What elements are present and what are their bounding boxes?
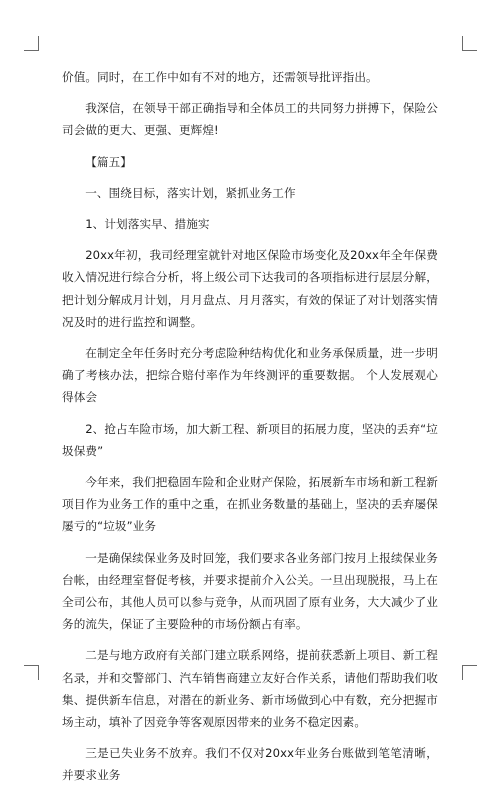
document-body	[62, 66, 438, 796]
paragraph: 今年来，我们把稳固车险和企业财产保险，拓展新车市场和新工程新项目作为业务工作的重中之重，在抓业务数量的基础上，坚决的丢弃屡保屡亏的“垃圾”业务	[62, 475, 438, 534]
crop-mark-top-left	[24, 36, 39, 51]
paragraph: 三是已失业务不放弃。我们不仅对20xx年业务台账做到笔笔清晰，并要求业务	[62, 746, 438, 783]
section-heading: 【篇五】	[85, 154, 132, 169]
crop-mark-top-right	[462, 36, 477, 51]
paragraph: 20xx年初，我司经理室就针对地区保险市场变化及20xx年全年保费收入情况进行综合分析，将上级公司下达我司的各项指标进行层层分解，把计划分解成月计划，月月盘点、月月落实，有效的保证了对计划落实情况及时的进行监控和调整。	[62, 248, 438, 329]
subheading: 一、围绕目标，落实计划，紧抓业务工作	[85, 185, 296, 200]
paragraph: 二是与地方政府有关部门建立联系网络，提前获悉新上项目、新工程名录，并和交警部门、汽车销售商建立友好合作关系，请他们帮助我们收集、提供新车信息，对潜在的新业务、新市场做到心中有数，充分把握市场主动，填补了因竞争等客观原因带来的业务不稳定因素。	[62, 648, 438, 730]
crop-mark-bottom-right	[462, 665, 477, 680]
crop-mark-bottom-left	[24, 665, 39, 680]
paragraph: 价值。同时，在工作中如有不对的地方，还需领导批评指出。	[62, 70, 378, 84]
subheading: 2、抢占车险市场，加大新工程、新项目的拓展力度，坚决的丢弃“垃圾保费”	[62, 421, 438, 458]
paragraph: 在制定全年任务时充分考虑险种结构优化和业务承保质量，进一步明确了考核办法，把综合赔付率作为年终测评的重要数据。 个人发展观心得体会	[62, 346, 438, 405]
subheading: 1、计划落实早、措施实	[85, 217, 210, 232]
paragraph: 一是确保续保业务及时回笼，我们要求各业务部门按月上报续保业务台帐，由经理室督促考核，并要求提前介入公关。一旦出现脱报，马上在全司公布，其他人员可以参与竞争，从而巩固了原有业务，大大减少了业务的流失，保证了主要险种的市场份额占有率。	[62, 550, 438, 632]
paragraph: 我深信，在领导干部正确指导和全体员工的共同努力拼搏下，保险公司会做的更大、更强、更辉煌!	[62, 101, 438, 138]
